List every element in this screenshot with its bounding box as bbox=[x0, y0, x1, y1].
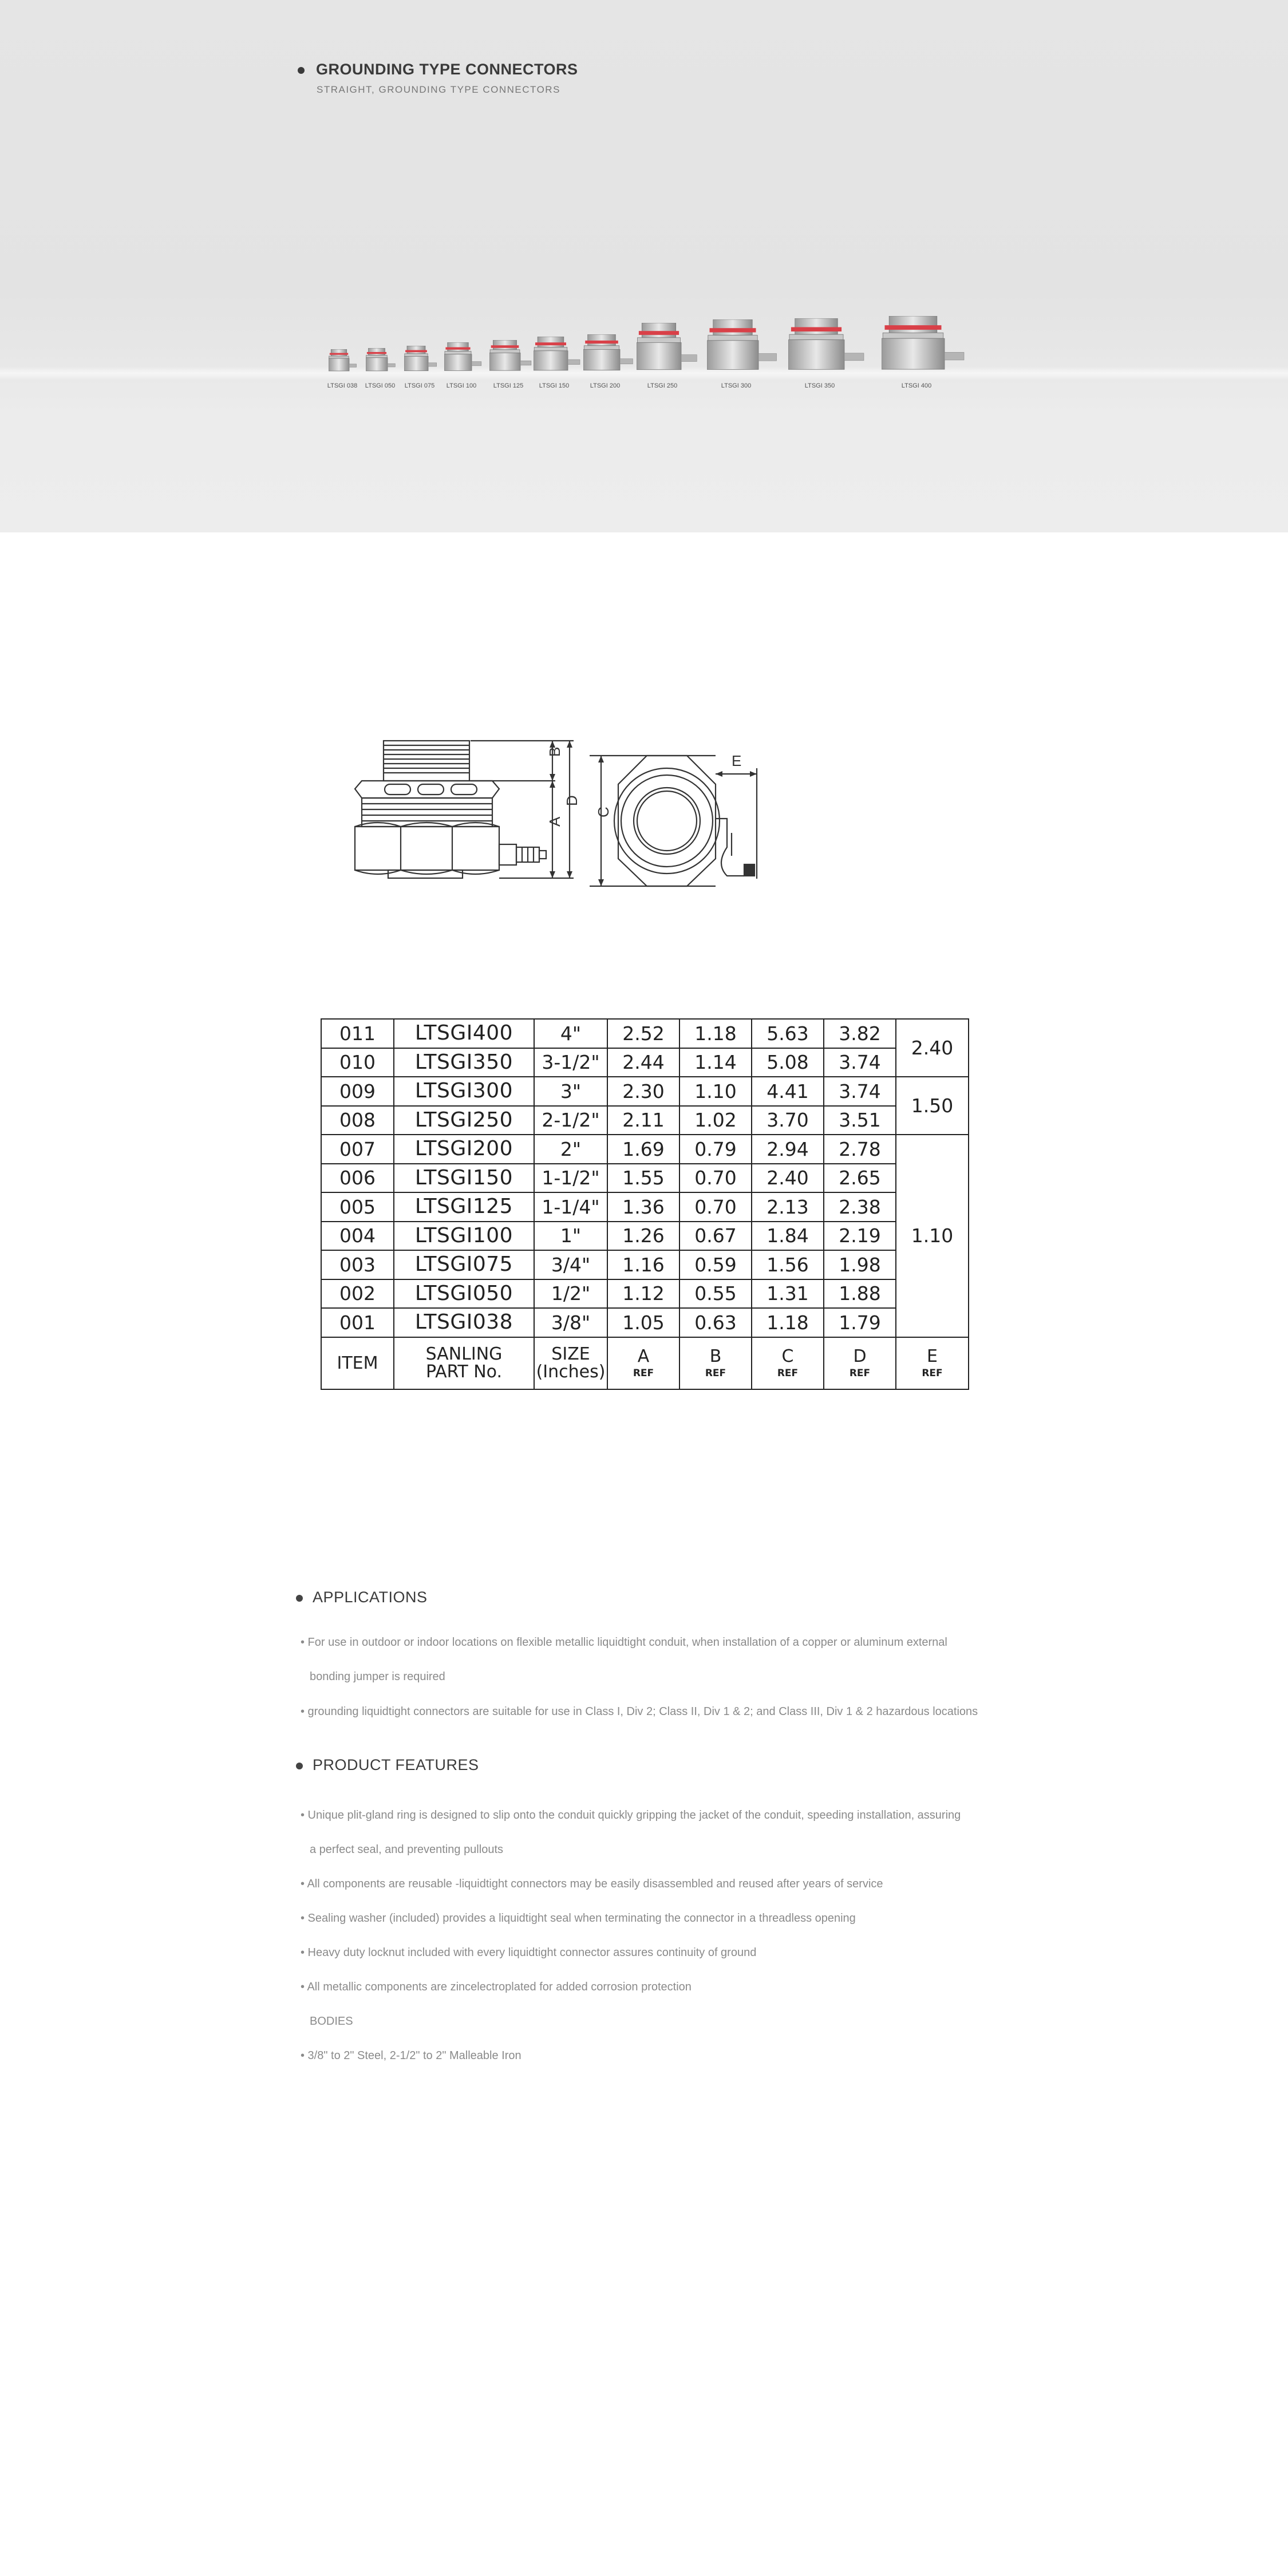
cell-size: 3/4" bbox=[534, 1250, 607, 1279]
cell-b: 1.02 bbox=[679, 1106, 752, 1135]
dim-label-b: B bbox=[546, 746, 563, 757]
cell-c: 2.40 bbox=[752, 1164, 824, 1193]
cell-c: 3.70 bbox=[752, 1106, 824, 1135]
header-item: ITEM bbox=[321, 1337, 394, 1390]
cell-b: 0.70 bbox=[679, 1192, 752, 1222]
product-image bbox=[534, 337, 591, 376]
cell-d: 3.74 bbox=[824, 1048, 896, 1077]
table-row bbox=[321, 1106, 969, 1135]
side-view-connector bbox=[355, 741, 546, 878]
product-label: LTSGI 250 bbox=[647, 382, 678, 389]
cell-b: 0.63 bbox=[679, 1308, 752, 1337]
cell-a: 1.26 bbox=[607, 1222, 679, 1251]
cell-item: 006 bbox=[321, 1164, 394, 1193]
cell-item: 011 bbox=[321, 1019, 394, 1048]
header-e: E REF bbox=[896, 1337, 969, 1390]
cell-size: 3" bbox=[534, 1077, 607, 1106]
product-label: LTSGI 125 bbox=[493, 382, 524, 389]
cell-a: 1.16 bbox=[607, 1250, 679, 1279]
product-image bbox=[444, 342, 495, 376]
cell-item: 003 bbox=[321, 1250, 394, 1279]
cell-e: 2.40 bbox=[896, 1019, 969, 1077]
cell-d: 2.19 bbox=[824, 1222, 896, 1251]
cell-size: 2" bbox=[534, 1135, 607, 1164]
header-size: SIZE (Inches) bbox=[534, 1337, 607, 1390]
product-label: LTSGI 400 bbox=[901, 382, 932, 389]
applications-bullet-icon bbox=[296, 1595, 303, 1602]
cell-d: 1.88 bbox=[824, 1279, 896, 1309]
cell-size: 1/2" bbox=[534, 1279, 607, 1309]
cell-size: 1" bbox=[534, 1222, 607, 1251]
list-item: bonding jumper is required bbox=[310, 1670, 445, 1683]
cell-a: 2.11 bbox=[607, 1106, 679, 1135]
cell-b: 1.10 bbox=[679, 1077, 752, 1106]
cell-d: 1.98 bbox=[824, 1250, 896, 1279]
cell-d: 3.51 bbox=[824, 1106, 896, 1135]
features-bullet-icon bbox=[296, 1763, 303, 1769]
cell-b: 0.59 bbox=[679, 1250, 752, 1279]
title-bullet-icon bbox=[298, 67, 305, 74]
product-image bbox=[788, 318, 867, 376]
cell-c: 2.94 bbox=[752, 1135, 824, 1164]
cell-item: 007 bbox=[321, 1135, 394, 1164]
cell-d: 2.78 bbox=[824, 1135, 896, 1164]
list-item: • All components are reusable -liquidtight connectors may be easily disassembled and reused after years of service bbox=[301, 1878, 883, 1890]
cell-size: 2-1/2" bbox=[534, 1106, 607, 1135]
page-subtitle: STRAIGHT, GROUNDING TYPE CONNECTORS bbox=[317, 84, 560, 95]
cell-b: 1.18 bbox=[679, 1019, 752, 1048]
cell-part: LTSGI350 bbox=[394, 1048, 534, 1077]
features-title: PRODUCT FEATURES bbox=[313, 1756, 479, 1773]
cell-part: LTSGI250 bbox=[394, 1106, 534, 1135]
applications-title: APPLICATIONS bbox=[313, 1589, 428, 1606]
product-label: LTSGI 350 bbox=[804, 382, 835, 389]
cell-part: LTSGI075 bbox=[394, 1250, 534, 1279]
header-a: A REF bbox=[607, 1337, 679, 1390]
cell-part: LTSGI400 bbox=[394, 1019, 534, 1048]
table-row bbox=[321, 1164, 969, 1193]
cell-c: 1.84 bbox=[752, 1222, 824, 1251]
list-item: • grounding liquidtight connectors are suitable for use in Class I, Div 2; Class II, Div 1 & 2; and Class III, Div 1 & 2 hazardous locations bbox=[301, 1705, 978, 1718]
cell-part: LTSGI125 bbox=[394, 1192, 534, 1222]
cell-size: 3-1/2" bbox=[534, 1048, 607, 1077]
cell-b: 0.67 bbox=[679, 1222, 752, 1251]
cell-b: 0.55 bbox=[679, 1279, 752, 1309]
header-d: D REF bbox=[824, 1337, 896, 1390]
list-item: • Unique plit-gland ring is designed to slip onto the conduit quickly gripping the jacket of the conduit, speeding installation, assuring bbox=[301, 1809, 961, 1822]
cell-a: 1.69 bbox=[607, 1135, 679, 1164]
list-item: • Heavy duty locknut included with every liquidtight connector assures continuity of ground bbox=[301, 1946, 757, 1959]
cell-b: 1.14 bbox=[679, 1048, 752, 1077]
cell-size: 3/8" bbox=[534, 1308, 607, 1337]
cell-d: 2.65 bbox=[824, 1164, 896, 1193]
table-row bbox=[321, 1192, 969, 1222]
cell-c: 2.13 bbox=[752, 1192, 824, 1222]
cell-d: 3.82 bbox=[824, 1019, 896, 1048]
page-title: GROUNDING TYPE CONNECTORS bbox=[316, 61, 578, 78]
cell-a: 1.36 bbox=[607, 1192, 679, 1222]
table-row bbox=[321, 1019, 969, 1048]
cell-size: 1-1/4" bbox=[534, 1192, 607, 1222]
cell-c: 1.31 bbox=[752, 1279, 824, 1309]
cell-part: LTSGI038 bbox=[394, 1308, 534, 1337]
product-label: LTSGI 038 bbox=[327, 382, 358, 389]
table-row bbox=[321, 1077, 969, 1106]
cell-item: 005 bbox=[321, 1192, 394, 1222]
cell-part: LTSGI050 bbox=[394, 1279, 534, 1309]
list-item: • Sealing washer (included) provides a liquidtight seal when terminating the connector in a threadless opening bbox=[301, 1912, 856, 1925]
product-label: LTSGI 050 bbox=[365, 382, 396, 389]
dimension-drawing bbox=[349, 733, 939, 910]
dim-label-a: A bbox=[546, 816, 563, 827]
table-row bbox=[321, 1222, 969, 1251]
list-item: a perfect seal, and preventing pullouts bbox=[310, 1843, 503, 1856]
cell-part: LTSGI150 bbox=[394, 1164, 534, 1193]
cell-d: 3.74 bbox=[824, 1077, 896, 1106]
cell-item: 001 bbox=[321, 1308, 394, 1337]
cell-size: 4" bbox=[534, 1019, 607, 1048]
dim-label-e: E bbox=[732, 752, 742, 769]
cell-item: 002 bbox=[321, 1279, 394, 1309]
cell-part: LTSGI100 bbox=[394, 1222, 534, 1251]
header-part: SANLING PART No. bbox=[394, 1337, 534, 1390]
cell-d: 2.38 bbox=[824, 1192, 896, 1222]
table-row bbox=[321, 1308, 969, 1337]
cell-a: 1.05 bbox=[607, 1308, 679, 1337]
product-label: LTSGI 150 bbox=[539, 382, 570, 389]
cell-c: 4.41 bbox=[752, 1077, 824, 1106]
cell-a: 1.55 bbox=[607, 1164, 679, 1193]
product-label: LTSGI 100 bbox=[446, 382, 477, 389]
cell-e: 1.50 bbox=[896, 1077, 969, 1135]
cell-e: 1.10 bbox=[896, 1135, 969, 1337]
cell-item: 010 bbox=[321, 1048, 394, 1077]
cell-item: 009 bbox=[321, 1077, 394, 1106]
list-item: • All metallic components are zincelectroplated for added corrosion protection bbox=[301, 1981, 692, 1993]
cell-b: 0.79 bbox=[679, 1135, 752, 1164]
cell-c: 1.56 bbox=[752, 1250, 824, 1279]
list-item: • 3/8" to 2" Steel, 2-1/2" to 2" Malleable Iron bbox=[301, 2049, 521, 2062]
table-row bbox=[321, 1250, 969, 1279]
product-label: LTSGI 075 bbox=[404, 382, 435, 389]
list-item: • For use in outdoor or indoor locations on flexible metallic liquidtight conduit, when installation of a copper or aluminum external bbox=[301, 1636, 947, 1649]
cell-a: 2.52 bbox=[607, 1019, 679, 1048]
cell-a: 1.12 bbox=[607, 1279, 679, 1309]
hero-banner bbox=[0, 0, 1288, 532]
table-row bbox=[321, 1048, 969, 1077]
table-row bbox=[321, 1135, 969, 1164]
product-image bbox=[707, 319, 781, 376]
cell-part: LTSGI200 bbox=[394, 1135, 534, 1164]
cell-size: 1-1/2" bbox=[534, 1164, 607, 1193]
list-item: BODIES bbox=[310, 2015, 353, 2028]
table-row bbox=[321, 1279, 969, 1309]
cell-item: 004 bbox=[321, 1222, 394, 1251]
header-c: C REF bbox=[752, 1337, 824, 1390]
product-label: LTSGI 200 bbox=[590, 382, 621, 389]
cell-c: 5.63 bbox=[752, 1019, 824, 1048]
dim-label-c: C bbox=[595, 807, 612, 817]
cell-d: 1.79 bbox=[824, 1308, 896, 1337]
cell-b: 0.70 bbox=[679, 1164, 752, 1193]
cell-a: 2.30 bbox=[607, 1077, 679, 1106]
front-view-connector bbox=[590, 756, 757, 886]
table-header-row bbox=[321, 1337, 969, 1390]
cell-a: 2.44 bbox=[607, 1048, 679, 1077]
product-image bbox=[637, 323, 704, 376]
dim-label-d: D bbox=[563, 795, 580, 806]
product-image bbox=[882, 316, 967, 376]
cell-c: 5.08 bbox=[752, 1048, 824, 1077]
product-label: LTSGI 300 bbox=[721, 382, 752, 389]
product-image bbox=[583, 334, 643, 376]
cell-c: 1.18 bbox=[752, 1308, 824, 1337]
header-b: B REF bbox=[679, 1337, 752, 1390]
cell-item: 008 bbox=[321, 1106, 394, 1135]
cell-part: LTSGI300 bbox=[394, 1077, 534, 1106]
spec-table bbox=[321, 1018, 969, 1390]
